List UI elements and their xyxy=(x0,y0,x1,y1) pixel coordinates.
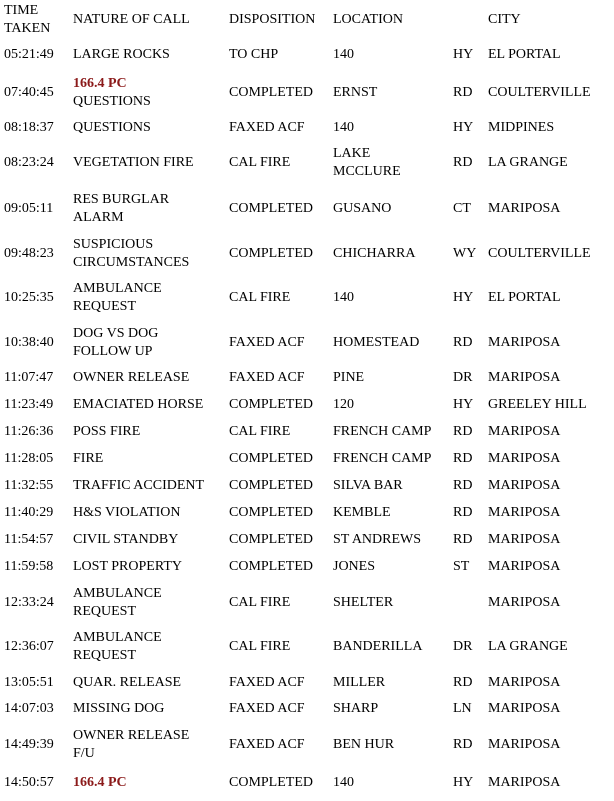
table-row xyxy=(0,445,614,472)
location xyxy=(333,423,431,441)
street-suffix: RD xyxy=(453,532,473,547)
table-row xyxy=(0,114,614,141)
nature-line: QUAR. RELEASE xyxy=(73,675,182,690)
location xyxy=(333,450,431,468)
call-time: 13:05:51 xyxy=(4,675,54,690)
location-line: MCCLURE xyxy=(333,164,401,179)
location xyxy=(333,531,421,549)
table-row xyxy=(0,71,614,115)
street-suffix: RD xyxy=(453,505,473,520)
nature-of-call xyxy=(73,280,162,316)
disposition: COMPLETED xyxy=(229,559,313,574)
city: MARIPOSA xyxy=(488,478,561,493)
location-line: JONES xyxy=(333,559,376,574)
street-suffix: HY xyxy=(453,120,474,135)
city: EL PORTAL xyxy=(488,290,561,305)
location-line: 140 xyxy=(333,290,354,305)
location-line: BANDERILLA xyxy=(333,639,423,654)
table-row xyxy=(0,722,614,767)
call-time: 07:40:45 xyxy=(4,85,54,100)
city: MARIPOSA xyxy=(488,505,561,520)
call-time: 11:40:29 xyxy=(4,505,54,520)
location-line: GUSANO xyxy=(333,201,392,216)
penal-code: 166.4 PC xyxy=(73,775,127,790)
table-row xyxy=(0,365,614,391)
nature-line: OWNER RELEASE xyxy=(73,370,190,385)
location xyxy=(333,245,415,263)
header-location: LOCATION xyxy=(333,12,403,27)
nature-line: QUESTIONS xyxy=(73,120,151,135)
disposition: COMPLETED xyxy=(229,246,313,261)
nature-of-call xyxy=(73,154,194,172)
call-time: 11:07:47 xyxy=(4,370,54,385)
city: MARIPOSA xyxy=(488,595,561,610)
disposition: CAL FIRE xyxy=(229,639,291,654)
nature-line: CIVIL STANDBY xyxy=(73,532,179,547)
city: MARIPOSA xyxy=(488,451,561,466)
location xyxy=(333,200,391,218)
nature-of-call xyxy=(73,119,151,137)
location xyxy=(333,638,422,656)
city: MARIPOSA xyxy=(488,737,561,752)
nature-of-call xyxy=(73,46,170,64)
disposition: COMPLETED xyxy=(229,532,313,547)
street-suffix: ST xyxy=(453,559,470,574)
nature-line: VEGETATION FIRE xyxy=(73,155,194,170)
street-suffix: HY xyxy=(453,397,474,412)
table-row xyxy=(0,276,614,320)
location xyxy=(333,504,391,522)
nature-line: F/U xyxy=(73,746,95,761)
location xyxy=(333,46,354,64)
location xyxy=(333,84,377,102)
location-line: 140 xyxy=(333,775,354,790)
nature-line: EMACIATED HORSE xyxy=(73,397,204,412)
nature-of-call xyxy=(73,325,158,361)
street-suffix: RD xyxy=(453,675,473,690)
disposition: COMPLETED xyxy=(229,397,313,412)
header-nature-of-call: NATURE OF CALL xyxy=(73,12,190,27)
nature-of-call xyxy=(73,423,140,441)
city: GREELEY HILL xyxy=(488,397,587,412)
city: COULTERVILLE xyxy=(488,246,591,261)
city: MARIPOSA xyxy=(488,701,561,716)
city: LA GRANGE xyxy=(488,155,568,170)
location-line: KEMBLE xyxy=(333,505,391,520)
location-line: BEN HUR xyxy=(333,737,395,752)
call-time: 14:50:57 xyxy=(4,775,54,790)
street-suffix: WY xyxy=(453,246,477,261)
location xyxy=(333,736,394,754)
location xyxy=(333,477,403,495)
disposition: COMPLETED xyxy=(229,451,313,466)
location-line: HOMESTEAD xyxy=(333,335,420,350)
street-suffix: RD xyxy=(453,155,473,170)
city: MARIPOSA xyxy=(488,675,561,690)
nature-line: AMBULANCE xyxy=(73,586,162,601)
table-row xyxy=(0,320,614,365)
city: MARIPOSA xyxy=(488,370,561,385)
street-suffix: DR xyxy=(453,370,473,385)
call-time: 11:59:58 xyxy=(4,559,54,574)
nature-of-call xyxy=(73,369,189,387)
city: MARIPOSA xyxy=(488,201,561,216)
table-row xyxy=(0,36,614,74)
location xyxy=(333,774,354,792)
table-header xyxy=(0,0,614,40)
location-line: 140 xyxy=(333,47,354,62)
nature-line: OWNER RELEASE xyxy=(73,728,190,743)
disposition: CAL FIRE xyxy=(229,290,291,305)
call-time: 11:26:36 xyxy=(4,424,54,439)
location xyxy=(333,145,401,181)
nature-line: REQUEST xyxy=(73,299,136,314)
city: LA GRANGE xyxy=(488,639,568,654)
location-line: SHARP xyxy=(333,701,379,716)
nature-of-call xyxy=(73,236,189,272)
nature-of-call xyxy=(73,396,203,414)
call-time: 14:49:39 xyxy=(4,737,54,752)
nature-line: MISSING DOG xyxy=(73,701,165,716)
nature-of-call xyxy=(73,774,127,792)
table-row xyxy=(0,580,614,625)
street-suffix: DR xyxy=(453,639,473,654)
location-line: SILVA BAR xyxy=(333,478,403,493)
location xyxy=(333,396,354,414)
nature-of-call xyxy=(73,531,178,549)
table-row xyxy=(0,669,614,696)
nature-line: LOST PROPERTY xyxy=(73,559,182,574)
location xyxy=(333,119,354,137)
nature-line: FOLLOW UP xyxy=(73,344,153,359)
nature-line: DOG VS DOG xyxy=(73,326,159,341)
table-row xyxy=(0,472,614,499)
disposition: FAXED ACF xyxy=(229,675,305,690)
disposition: FAXED ACF xyxy=(229,335,305,350)
table-row xyxy=(0,526,614,553)
header-time-line-2: TAKEN xyxy=(4,21,51,36)
street-suffix: RD xyxy=(453,478,473,493)
location-line: MILLER xyxy=(333,675,386,690)
table-row xyxy=(0,499,614,526)
nature-of-call xyxy=(73,674,181,692)
call-time: 11:28:05 xyxy=(4,451,54,466)
disposition: COMPLETED xyxy=(229,775,313,790)
city: COULTERVILLE xyxy=(488,85,591,100)
nature-of-call xyxy=(73,75,151,111)
street-suffix: RD xyxy=(453,85,473,100)
table-row xyxy=(0,625,614,669)
city: MARIPOSA xyxy=(488,424,561,439)
nature-line: TRAFFIC ACCIDENT xyxy=(73,478,205,493)
nature-line: RES BURGLAR xyxy=(73,192,170,207)
nature-of-call xyxy=(73,700,164,718)
call-time: 10:38:40 xyxy=(4,335,54,350)
call-time: 10:25:35 xyxy=(4,290,54,305)
city: MARIPOSA xyxy=(488,532,561,547)
nature-line: LARGE ROCKS xyxy=(73,47,170,62)
city: MARIPOSA xyxy=(488,559,561,574)
nature-line: REQUEST xyxy=(73,604,136,619)
nature-of-call xyxy=(73,450,103,468)
table-row xyxy=(0,418,614,445)
call-time: 08:23:24 xyxy=(4,155,54,170)
location-line: CHICHARRA xyxy=(333,246,416,261)
nature-of-call xyxy=(73,727,189,763)
nature-of-call xyxy=(73,477,204,495)
table-row xyxy=(0,141,614,185)
nature-line: POSS FIRE xyxy=(73,424,141,439)
location-line: 120 xyxy=(333,397,354,412)
street-suffix: CT xyxy=(453,201,471,216)
disposition: FAXED ACF xyxy=(229,120,305,135)
nature-of-call xyxy=(73,585,162,621)
street-suffix: HY xyxy=(453,775,474,790)
disposition: COMPLETED xyxy=(229,478,313,493)
city: MARIPOSA xyxy=(488,775,561,790)
nature-of-call xyxy=(73,191,169,227)
nature-line: REQUEST xyxy=(73,648,136,663)
city: MIDPINES xyxy=(488,120,555,135)
call-time: 11:54:57 xyxy=(4,532,54,547)
call-time: 08:18:37 xyxy=(4,120,54,135)
call-time: 14:07:03 xyxy=(4,701,54,716)
street-suffix: HY xyxy=(453,47,474,62)
location xyxy=(333,289,354,307)
location-line: FRENCH CAMP xyxy=(333,424,432,439)
nature-line: AMBULANCE xyxy=(73,630,162,645)
location xyxy=(333,369,364,387)
call-time: 09:48:23 xyxy=(4,246,54,261)
city: EL PORTAL xyxy=(488,47,561,62)
street-suffix: RD xyxy=(453,451,473,466)
location xyxy=(333,558,375,576)
street-suffix: LN xyxy=(453,701,472,716)
disposition: COMPLETED xyxy=(229,505,313,520)
table-row xyxy=(0,391,614,418)
nature-of-call xyxy=(73,558,182,576)
street-suffix: RD xyxy=(453,737,473,752)
table-row xyxy=(0,231,614,276)
call-time: 11:32:55 xyxy=(4,478,54,493)
location-line: ST ANDREWS xyxy=(333,532,422,547)
location xyxy=(333,700,378,718)
disposition: CAL FIRE xyxy=(229,155,291,170)
street-suffix: RD xyxy=(453,335,473,350)
nature-line: FIRE xyxy=(73,451,104,466)
nature-of-call xyxy=(73,504,180,522)
nature-of-call xyxy=(73,629,162,665)
disposition: COMPLETED xyxy=(229,201,313,216)
table-row xyxy=(0,553,614,580)
location-line: ERNST xyxy=(333,85,378,100)
nature-line: H&S VIOLATION xyxy=(73,505,181,520)
penal-code: 166.4 PC xyxy=(73,76,127,91)
header-city: CITY xyxy=(488,12,521,27)
location-line: PINE xyxy=(333,370,365,385)
disposition: FAXED ACF xyxy=(229,701,305,716)
location xyxy=(333,674,385,692)
header-disposition: DISPOSITION xyxy=(229,12,316,27)
location-line: 140 xyxy=(333,120,354,135)
location xyxy=(333,334,419,352)
header-time-line-1: TIME xyxy=(4,3,39,18)
nature-line: QUESTIONS xyxy=(73,94,151,109)
disposition: CAL FIRE xyxy=(229,424,291,439)
disposition: CAL FIRE xyxy=(229,595,291,610)
disposition: FAXED ACF xyxy=(229,737,305,752)
location-line: SHELTER xyxy=(333,595,394,610)
location-line: LAKE xyxy=(333,146,371,161)
call-time: 12:33:24 xyxy=(4,595,54,610)
nature-line: ALARM xyxy=(73,210,124,225)
header-time-taken xyxy=(4,2,50,38)
disposition: COMPLETED xyxy=(229,85,313,100)
call-time: 12:36:07 xyxy=(4,639,54,654)
call-time: 09:05:11 xyxy=(4,201,54,216)
nature-line: AMBULANCE xyxy=(73,281,162,296)
call-time: 05:21:49 xyxy=(4,47,54,62)
nature-line: CIRCUMSTANCES xyxy=(73,255,190,270)
disposition: TO CHP xyxy=(229,47,279,62)
city: MARIPOSA xyxy=(488,335,561,350)
table-row xyxy=(0,186,614,231)
disposition: FAXED ACF xyxy=(229,370,305,385)
call-time: 11:23:49 xyxy=(4,397,54,412)
table-row xyxy=(0,767,614,799)
location-line: FRENCH CAMP xyxy=(333,451,432,466)
location xyxy=(333,594,393,612)
table-row xyxy=(0,696,614,722)
nature-line: SUSPICIOUS xyxy=(73,237,154,252)
street-suffix: RD xyxy=(453,424,473,439)
street-suffix: HY xyxy=(453,290,474,305)
